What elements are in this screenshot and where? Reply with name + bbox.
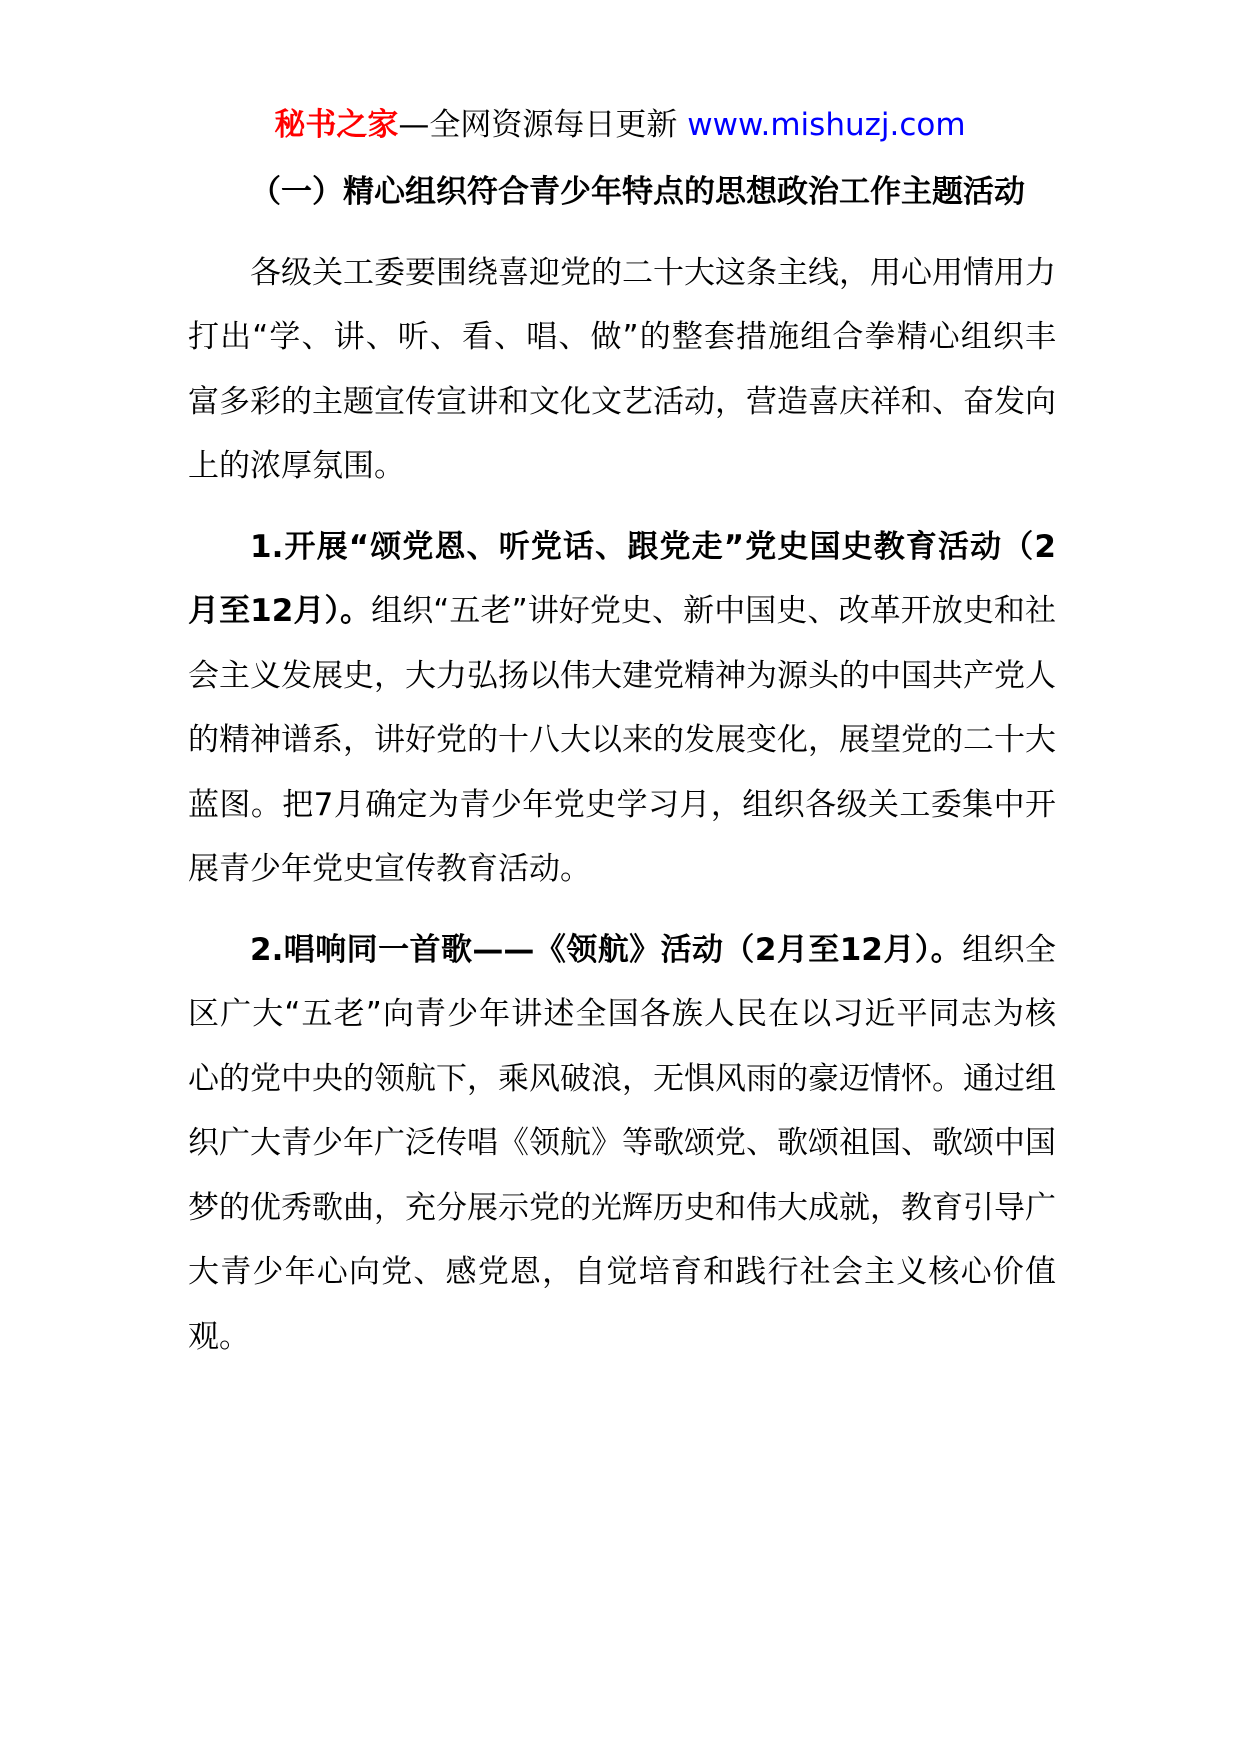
brand-name: 秘书之家 bbox=[274, 107, 399, 143]
header-slogan: —全网资源每日更新 bbox=[398, 107, 678, 143]
document-body bbox=[188, 160, 1056, 1369]
item-1-paragraph bbox=[188, 515, 1056, 902]
site-header bbox=[0, 103, 1240, 147]
item-2-body: 组织全区广大“五老”向青少年讲述全国各族人民在以习近平同志为核心的党中央的领航下，乘风破浪，无惧风雨的豪迈情怀。通过组织广大青少年广泛传唱《领航》等歌颂党、歌颂祖国、歌颂中国梦的优秀歌曲，充分展示党的光辉历史和伟大成就，教育引导广大青少年心向党、感党恩，自觉培育和践行社会主义核心价值观。 bbox=[188, 931, 1056, 1355]
item-2-title: 2.唱响同一首歌——《领航》活动（2月至12月）。 bbox=[250, 931, 963, 968]
item-2-paragraph bbox=[188, 918, 1056, 1370]
section-heading: （一）精心组织符合青少年特点的思想政治工作主题活动 bbox=[250, 174, 1025, 210]
intro-paragraph: 各级关工委要围绕喜迎党的二十大这条主线，用心用情用力打出“学、讲、听、看、唱、做”的整套措施组合拳精心组织丰富多彩的主题宣传宣讲和文化文艺活动，营造喜庆祥和、奋发向上的浓厚氛围。 bbox=[188, 254, 1056, 484]
site-url-link[interactable]: www.mishuzj.com bbox=[687, 107, 966, 143]
item-1-body: 组织“五老”讲好党史、新中国史、改革开放史和社会主义发展史，大力弘扬以伟大建党精神为源头的中国共产党人的精神谱系，讲好党的十八大以来的发展变化，展望党的二十大蓝图。把7月确定为青少年党史学习月，组织各级关工委集中开展青少年党史宣传教育活动。 bbox=[188, 593, 1056, 887]
item-1-title: 1.开展“颂党恩、听党话、跟党走”党史国史教育活动（2月至12月）。 bbox=[188, 528, 1056, 629]
